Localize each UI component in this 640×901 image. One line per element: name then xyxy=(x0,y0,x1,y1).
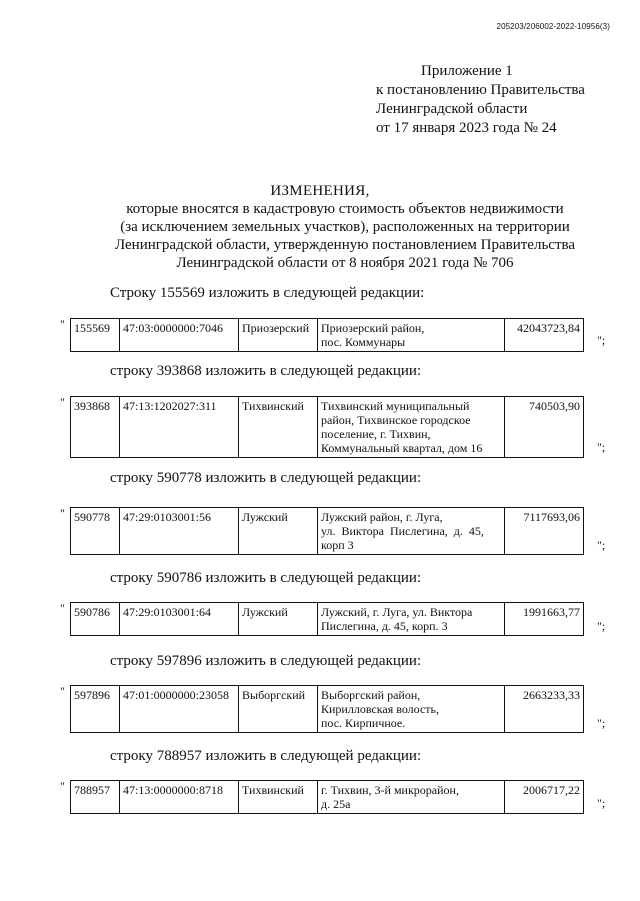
cadastral-row-table xyxy=(70,507,584,555)
address-line: Лужский район, г. Луга, xyxy=(321,510,443,524)
row-number: 597896 xyxy=(71,686,120,733)
cadastral-number: 47:13:0000000:8718 xyxy=(120,781,239,814)
district: Тихвинский xyxy=(239,397,318,458)
table-row xyxy=(71,508,584,555)
quote-close: "; xyxy=(597,538,606,552)
cadastral-number: 47:13:1202027:311 xyxy=(120,397,239,458)
quote-open: " xyxy=(60,506,65,520)
cadastral-row-table xyxy=(70,318,584,352)
address-line: Коммунальный квартал, дом 16 xyxy=(321,441,483,455)
quote-close: "; xyxy=(597,333,606,347)
quote-open: " xyxy=(60,395,65,409)
address-line: пос. Кирпичное. xyxy=(321,716,406,730)
appendix-line: Ленинградской области xyxy=(376,101,528,117)
document-subtitle xyxy=(75,200,615,272)
cadastral-number: 47:01:0000000:23058 xyxy=(120,686,239,733)
row-number: 155569 xyxy=(71,319,120,352)
address-line: г. Тихвин, 3-й микрорайон, xyxy=(321,783,459,797)
cadastral-number: 47:29:0103001:56 xyxy=(120,508,239,555)
change-instruction: строку 590786 изложить в следующей редакции: xyxy=(110,570,422,586)
row-number: 788957 xyxy=(71,781,120,814)
quote-close: "; xyxy=(597,716,606,730)
cadastral-row-table xyxy=(70,602,584,636)
table-row xyxy=(71,603,584,636)
address xyxy=(318,319,505,352)
district: Приозерский xyxy=(239,319,318,352)
cadastral-row-table xyxy=(70,685,584,733)
table-row xyxy=(71,781,584,814)
address-line: корп 3 xyxy=(321,538,354,552)
address-line: Тихвинский муниципальный xyxy=(321,399,470,413)
district: Тихвинский xyxy=(239,781,318,814)
subtitle-line: (за исключением земельных участков), расположенных на территории xyxy=(120,219,570,235)
quote-open: " xyxy=(60,779,65,793)
address-line: д. 25а xyxy=(321,797,351,811)
cadastral-value: 1991663,77 xyxy=(505,603,584,636)
address-line: поселение, г. Тихвин, xyxy=(321,427,431,441)
appendix-line: от 17 января 2023 года № 24 xyxy=(376,120,557,136)
district: Лужский xyxy=(239,603,318,636)
address-line: Приозерский район, xyxy=(321,321,425,335)
cadastral-number: 47:29:0103001:64 xyxy=(120,603,239,636)
district: Выборгский xyxy=(239,686,318,733)
appendix-header xyxy=(376,62,585,138)
address-line: Лужский, г. Луга, ул. Виктора xyxy=(321,605,473,619)
change-instruction: Строку 155569 изложить в следующей редакции: xyxy=(110,285,425,301)
cadastral-row-table xyxy=(70,780,584,814)
cadastral-value: 42043723,84 xyxy=(505,319,584,352)
address xyxy=(318,781,505,814)
change-instruction: строку 393868 изложить в следующей редакции: xyxy=(110,363,422,379)
table-row xyxy=(71,686,584,733)
table-row xyxy=(71,319,584,352)
document-title: ИЗМЕНЕНИЯ, xyxy=(270,183,370,199)
address xyxy=(318,686,505,733)
table-row xyxy=(71,397,584,458)
address xyxy=(318,397,505,458)
row-number: 590778 xyxy=(71,508,120,555)
subtitle-line: Ленинградской области от 8 ноября 2021 года № 706 xyxy=(176,255,514,271)
address-line: район, Тихвинское городское xyxy=(321,413,471,427)
change-instruction: строку 597896 изложить в следующей редакции: xyxy=(110,653,422,669)
quote-open: " xyxy=(60,601,65,615)
row-number: 393868 xyxy=(71,397,120,458)
district: Лужский xyxy=(239,508,318,555)
change-instruction: строку 788957 изложить в следующей редакции: xyxy=(110,748,422,764)
cadastral-value: 740503,90 xyxy=(505,397,584,458)
appendix-line: Приложение 1 xyxy=(421,63,513,79)
quote-close: "; xyxy=(597,796,606,810)
cadastral-number: 47:03:0000000:7046 xyxy=(120,319,239,352)
cadastral-value: 2006717,22 xyxy=(505,781,584,814)
address-line: ул. Виктора Пислегина, д. 45, xyxy=(321,524,484,538)
document-id: 205203/206002-2022-10956(3) xyxy=(496,22,610,31)
change-instruction: строку 590778 изложить в следующей редакции: xyxy=(110,470,422,486)
subtitle-line: которые вносятся в кадастровую стоимость объектов недвижимости xyxy=(126,201,564,217)
appendix-line: к постановлению Правительства xyxy=(376,82,585,98)
cadastral-value: 2663233,33 xyxy=(505,686,584,733)
quote-close: "; xyxy=(597,619,606,633)
cadastral-row-table xyxy=(70,396,584,458)
quote-open: " xyxy=(60,684,65,698)
row-number: 590786 xyxy=(71,603,120,636)
address-line: Пислегина, д. 45, корп. 3 xyxy=(321,619,448,633)
cadastral-value: 7117693,06 xyxy=(505,508,584,555)
address xyxy=(318,508,505,555)
address-line: Кирилловская волость, xyxy=(321,702,439,716)
address xyxy=(318,603,505,636)
quote-open: " xyxy=(60,317,65,331)
quote-close: "; xyxy=(597,440,606,454)
address-line: пос. Коммунары xyxy=(321,335,406,349)
subtitle-line: Ленинградской области, утвержденную постановлением Правительства xyxy=(114,237,576,253)
address-line: Выборгский район, xyxy=(321,688,421,702)
